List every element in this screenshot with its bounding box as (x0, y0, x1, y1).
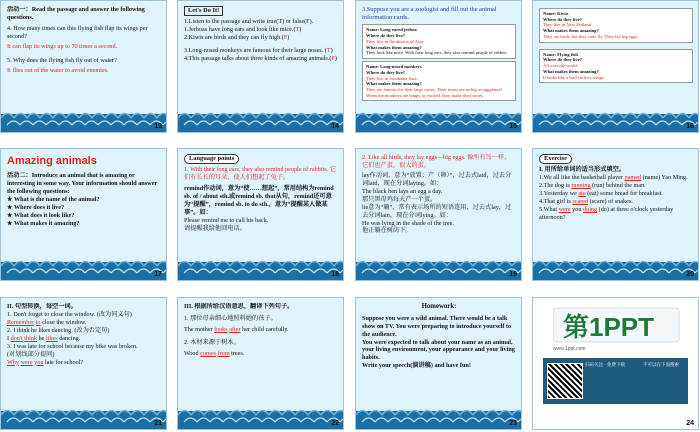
info-card-flying-fish: Name: Flying fish Where do they live? All over the world What makes them amazing? It looks like a bird with its wings. (539, 49, 693, 84)
homework-heading: Homework: (421, 303, 457, 310)
exercise-4: 4.That girl is scared (scare) of snakes. (539, 197, 633, 205)
question-5: 5. Why does the flying fish fly out of water? (7, 56, 117, 64)
exercise-3: 3.Yesterday we ate (eat) some bread for breakfast. (539, 190, 663, 197)
item-2-prompt: 2. 木材来源于树木。 (184, 338, 240, 346)
homework-text-2: You were expected to talk about your name as an animal, your living environment, your appearance and your living habits. (362, 338, 515, 362)
info-card-kiwi: Name: Kiwis Where do they live? They live in New Zealand What makes them amazing? They are birds, but they can't fly. They lay big eggs. (539, 8, 693, 43)
question-name: ★ What is the name of the animal? (7, 195, 100, 203)
slide-18-content (184, 154, 338, 254)
answer-5: It flies out of the water to avoid enemies. (7, 66, 109, 74)
lets-do-it-heading: Let's Do It! (184, 6, 223, 16)
slide-21-content (7, 303, 161, 403)
answer-4: It can flap its wings up to 70 times a second. (7, 42, 118, 50)
wave-decoration (1, 104, 167, 132)
item-3-answer: Why were you late for school? (7, 358, 84, 366)
slide-16[interactable] (532, 0, 699, 133)
slide-number: 21 (154, 420, 162, 427)
slide-18[interactable] (177, 148, 344, 281)
qr-code-icon (547, 363, 583, 399)
lay-example-zh: 那只黑母鸡每天产一个蛋。 (362, 195, 437, 203)
slide-16-content (539, 6, 693, 106)
slide-19-content (362, 154, 516, 254)
item-2-answer: Wood comes from trees. (184, 349, 245, 357)
item-1-answer: Remember to close the window. (7, 318, 87, 326)
exercise-heading: Exercise (539, 154, 572, 164)
statement-3: 3.Long-nosed monkeys are famous for their large noses. (T) (184, 47, 333, 54)
slide-number: 15 (509, 123, 517, 130)
point-sentence: 1. With their long ears, they also remind people of rabbits. 它们有长长的耳朵，使人们想起了兔子。 (184, 166, 336, 182)
wave-decoration (178, 104, 344, 132)
slide-number: 13 (154, 123, 162, 130)
slide-number: 16 (686, 123, 694, 130)
slide-21[interactable] (0, 297, 167, 430)
wave-decoration (1, 252, 167, 280)
slide-19[interactable] (355, 148, 522, 281)
answer-3: T (326, 47, 331, 54)
instruction: 1.Listen to the passage and write true(T) or false(F). (184, 18, 314, 26)
exercise-instruction: I. 用所给单词的适当形式填空。 (539, 166, 625, 174)
slide-20[interactable] (532, 148, 699, 281)
slide-15-content (362, 6, 516, 106)
statement-1: 1.Jerboas have long ears and look like mice.(T) (184, 26, 302, 34)
homework-text-3: Write your speech(演讲稿) and have fun! (362, 362, 471, 370)
slide-17-content (7, 154, 161, 254)
logo-text: 第1PPT (563, 312, 655, 342)
slide-number: 23 (509, 420, 517, 427)
activity-title: 活动一：Read the passage and answer the following questions. (7, 6, 145, 21)
info-card-jerboa: Name: Long-eared jerboa Where do they live? They live in the deserts of Asia. What makes them amazing? They look like mice. With their long ears, they also remind people of rabbits. (362, 24, 516, 59)
lie-example-zh: 他正躺在树荫下。 (362, 227, 412, 235)
question-amazing: ★ What makes it amazing? (7, 219, 80, 227)
item-3-note: (对划线部分提问) (7, 350, 55, 358)
slide-14-content (184, 6, 338, 106)
slide-number: 20 (686, 271, 694, 278)
question-where: ★ Where does it live? (7, 203, 65, 211)
statement-4: 4.This passage talks about three kinds of amazing animals.(F) (184, 54, 337, 62)
question-4: 4. How many times can this flying fish flap its wings per second? (7, 24, 148, 40)
example-zh: 请提醒我给他回电话。 (184, 224, 246, 232)
slide-15[interactable] (355, 0, 522, 133)
wave-decoration (533, 252, 699, 280)
slide-14[interactable] (177, 0, 344, 133)
wave-decoration (356, 104, 522, 132)
item-1-prompt: 1. Don't forget to close the window. (改为同义句) (7, 310, 132, 318)
item-2-prompt: 2. I think he likes dancing. (改为否定句) (7, 326, 110, 334)
example-en: Please remind me to call his back. (184, 216, 269, 224)
slide-number: 24 (686, 420, 694, 427)
logo-url: www.1ppt.com (553, 346, 586, 352)
wave-decoration (1, 401, 167, 429)
slide-13-content (7, 6, 161, 106)
wave-decoration (356, 252, 522, 280)
exercise-1: 1.We all like the basketball player named (name) Yao Ming. (539, 174, 688, 182)
statement-2: 2.Kiwis are birds and they can fly high.(F) (184, 34, 290, 42)
slide-number: 19 (509, 271, 517, 278)
promo-right-text: 不可以在下面搜索 (643, 362, 679, 367)
slide-22-content (184, 303, 338, 403)
slide-23-content (362, 303, 516, 403)
item-3-prompt: 3. I was late for school because my bike was broken. (7, 342, 138, 350)
activity-two: 活动二：Introduce an animal that is amazing or interesting in some way. Your information should answer the following questions: (7, 172, 158, 195)
slide-22[interactable] (177, 297, 344, 430)
slide-number: 18 (331, 271, 339, 278)
wave-decoration (533, 104, 699, 132)
lie-example-en: He was lying in the shade of the tree. (362, 219, 454, 227)
wave-decoration (178, 401, 344, 429)
wave-decoration (356, 401, 522, 429)
lie-explanation: lie意为“躺”，常有表示场所的短语连用，过去式lay，过去分词lain，现在分词lying。如： (362, 203, 512, 219)
slide-number: 17 (154, 271, 162, 278)
answer-4: F (331, 54, 335, 62)
answer-2: F (283, 34, 288, 42)
wave-decoration (178, 252, 344, 280)
language-points-heading: Language points (184, 154, 239, 164)
question-look: ★ What does it look like? (7, 211, 75, 219)
lay-explanation: lay作动词，意为“放置；产（卵）”，过去式laid，过去分词laid，现在分词laying。如： (362, 171, 512, 187)
promo-left-text: 扫码关注 · 免费下载 (585, 362, 625, 367)
homework-text-1: Suppose you were a wild animal. There would be a talk show on TV. You were preparing to introduce yourself to the audience. (362, 314, 512, 338)
slide-13[interactable] (0, 0, 167, 133)
slide-17[interactable] (0, 148, 167, 281)
exercise-2: 2.The dog is running (run) behind the man. (539, 182, 646, 190)
point-sentence: 2. Like all birds, they lay eggs—big eggs. 像所有鸟一样，它们也产蛋，很大的蛋。 (362, 154, 511, 169)
point-explanation: remind作动词，意为“使……想起”，常用结构为remind sb. of / about sth.或remind sb. that从句，remind还可意为“提醒”，remind sb. to do sth.，意为“提醒某人做某事”。如： (184, 185, 334, 216)
section-heading: III. 根据所给汉语意思，翻译下列句子。 (184, 303, 294, 310)
ppt-logo (553, 306, 683, 346)
slide-24[interactable] (532, 297, 699, 430)
slide-title: Amazing animals (7, 155, 97, 167)
slide-number: 14 (331, 123, 339, 130)
slide-23[interactable] (355, 297, 522, 430)
answer-1: T (295, 26, 300, 34)
item-2-answer: I don't think he likes dancing. (7, 334, 81, 342)
exercise-5: 5.What were you doing (do) at three o'clock yesterday afternoon? (539, 205, 674, 221)
item-1-answer: The mother looks after her child carefully. (184, 325, 289, 333)
lay-example-en: The black hen lays an egg a day. (362, 187, 443, 195)
section-heading: II. 句型转换，每空一词。 (7, 303, 77, 310)
info-card-monkey: Name: Long-nosed monkeys Where do they live? They live in Southeast Asia. What makes them amazing? They are famous for their large noses. Their noses are as big as eggplants! When the monkeys are happy or excited, they shake their noses. (362, 61, 516, 101)
item-1-prompt: 1. 那位母亲细心地照料她的孩子。 (184, 314, 277, 322)
task-title: 3.Suppose you are a zoologist and fill out the animal information cards. (362, 6, 497, 22)
slide-number: 22 (331, 420, 339, 427)
promo-strip (543, 358, 688, 404)
slide-20-content (539, 154, 693, 254)
